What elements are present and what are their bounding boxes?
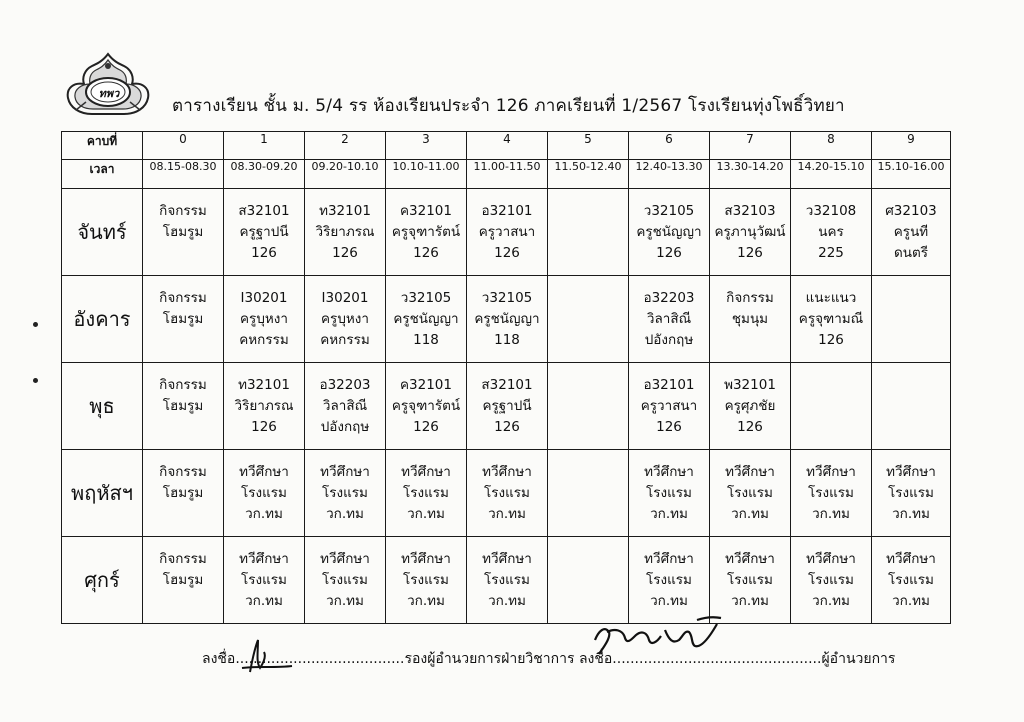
cell-line: ครูชนัญญา (474, 311, 540, 327)
cell-content (710, 189, 790, 264)
cell-content (467, 189, 547, 264)
cell-line: แนะแนว (805, 290, 857, 306)
schedule-cell (224, 276, 305, 363)
period-number: 1 (224, 132, 305, 160)
cell-content (386, 276, 466, 351)
cell-line: กิจกรรม (159, 464, 207, 480)
cell-content (791, 276, 871, 351)
cell-line: โรงแรม (888, 572, 934, 588)
punch-hole-dot (33, 322, 38, 327)
cell-line: ว32108 (805, 203, 857, 219)
schedule-cell (305, 189, 386, 276)
time-row (62, 160, 951, 189)
day-name: จันทร์ (62, 189, 143, 276)
schedule-cell (143, 537, 224, 624)
schedule-cell (467, 450, 548, 537)
time-slot: 14.20-15.10 (791, 160, 872, 189)
cell-content (548, 189, 628, 201)
time-slot: 08.30-09.20 (224, 160, 305, 189)
time-slot: 11.50-12.40 (548, 160, 629, 189)
cell-line: วิริยาภรณ (315, 224, 375, 240)
schedule-cell (224, 363, 305, 450)
schedule-cell (224, 189, 305, 276)
cell-line: กิจกรรม (159, 551, 207, 567)
cell-line: ท32101 (238, 377, 290, 393)
cell-content (305, 276, 385, 351)
schedule-cell (386, 537, 467, 624)
sign-label-2: ลงชื่อ (578, 651, 613, 667)
cell-line: โรงแรม (241, 485, 287, 501)
day-row (62, 450, 951, 537)
cell-line: ว32105 (481, 290, 533, 306)
cell-content (386, 450, 466, 525)
cell-content (872, 450, 950, 525)
schedule-cell (224, 537, 305, 624)
cell-line: 126 (332, 245, 358, 261)
cell-line: ทวีศึกษา (239, 464, 289, 480)
cell-line: ครูจุฑารัตน์ (391, 224, 461, 240)
cell-line: วก.ทม (407, 593, 445, 609)
cell-line: ครูจุฑารัตน์ (391, 398, 461, 414)
director-role: ผู้อำนวยการ (821, 651, 896, 667)
cell-content (467, 450, 547, 525)
schedule-cell (710, 189, 791, 276)
cell-line: ท32101 (319, 203, 371, 219)
schedule-cell (629, 450, 710, 537)
schedule-cell (710, 276, 791, 363)
cell-content (224, 363, 304, 438)
cell-content (872, 276, 950, 288)
cell-content (710, 537, 790, 612)
cell-content (791, 363, 871, 375)
cell-line: ทวีศึกษา (644, 551, 694, 567)
cell-line: โรงแรม (727, 572, 773, 588)
time-label: เวลา (62, 160, 143, 189)
cell-line: โรงแรม (403, 485, 449, 501)
cell-line: วก.ทม (488, 593, 526, 609)
cell-line: ทวีศึกษา (401, 551, 451, 567)
cell-line: โฮมรูม (162, 572, 204, 588)
cell-line: กิจกรรม (726, 290, 774, 306)
cell-line: โฮมรูม (162, 398, 204, 414)
cell-line: อ32101 (481, 203, 533, 219)
schedule-cell (305, 363, 386, 450)
cell-content (224, 189, 304, 264)
schedule-cell (143, 189, 224, 276)
cell-content (224, 450, 304, 525)
cell-line: ทวีศึกษา (482, 551, 532, 567)
page-title: ตารางเรียน ชั้น ม. 5/4 รร ห้องเรียนประจำ 126 ภาคเรียนที่ 1/2567 โรงเรียนทุ่งโพธิ์วิทยา (172, 96, 845, 116)
day-name: พฤหัสฯ (62, 450, 143, 537)
cell-line: วก.ทม (812, 593, 850, 609)
cell-line: วก.ทม (245, 506, 283, 522)
schedule-cell (467, 189, 548, 276)
cell-line: อ32203 (319, 377, 371, 393)
cell-content (143, 537, 223, 591)
schedule-cell (629, 189, 710, 276)
cell-line: ทวีศึกษา (886, 551, 936, 567)
schedule-cell (872, 450, 951, 537)
cell-content (467, 276, 547, 351)
time-slot: 10.10-11.00 (386, 160, 467, 189)
cell-line: วก.ทม (488, 506, 526, 522)
time-slot: 15.10-16.00 (872, 160, 951, 189)
cell-line: วก.ทม (731, 593, 769, 609)
period-number: 8 (791, 132, 872, 160)
cell-content (305, 537, 385, 612)
schedule-cell (872, 189, 951, 276)
cell-line: โรงแรม (322, 485, 368, 501)
cell-line: ครูนที (893, 224, 929, 240)
cell-line: ว32105 (400, 290, 452, 306)
cell-line: วก.ทม (892, 593, 930, 609)
day-name: อังคาร (62, 276, 143, 363)
schedule-cell (791, 450, 872, 537)
schedule-cell (872, 363, 951, 450)
cell-line: ครูศุภชัย (724, 398, 776, 414)
period-number: 2 (305, 132, 386, 160)
cell-line: ทวีศึกษา (239, 551, 289, 567)
schedule-cell (791, 189, 872, 276)
signature-line (202, 648, 895, 670)
cell-line: กิจกรรม (159, 377, 207, 393)
day-name: ศุกร์ (62, 537, 143, 624)
cell-content (224, 276, 304, 351)
day-name: พุธ (62, 363, 143, 450)
cell-line: โรงแรม (808, 572, 854, 588)
schedule-cell (548, 189, 629, 276)
cell-content (548, 537, 628, 549)
schedule-cell (143, 363, 224, 450)
cell-line: วก.ทม (892, 506, 930, 522)
schedule-cell (629, 276, 710, 363)
cell-content (305, 363, 385, 438)
cell-content (467, 537, 547, 612)
cell-line: ทวีศึกษา (725, 551, 775, 567)
cell-line: วก.ทม (650, 593, 688, 609)
cell-line: ทวีศึกษา (886, 464, 936, 480)
cell-content (710, 450, 790, 525)
cell-line: วก.ทม (326, 593, 364, 609)
handwritten-signature-2 (585, 610, 735, 665)
cell-line: กิจกรรม (159, 203, 207, 219)
cell-content (143, 276, 223, 330)
cell-content (629, 189, 709, 264)
cell-line: โฮมรูม (162, 311, 204, 327)
schedule-cell (143, 276, 224, 363)
cell-line: วก.ทม (812, 506, 850, 522)
cell-content (143, 363, 223, 417)
cell-content (710, 276, 790, 330)
cell-line: ทวีศึกษา (482, 464, 532, 480)
schedule-cell (791, 537, 872, 624)
schedule-cell (710, 363, 791, 450)
time-slot: 12.40-13.30 (629, 160, 710, 189)
cell-content (224, 537, 304, 612)
cell-content (872, 363, 950, 375)
cell-line: วิริยาภรณ (234, 398, 294, 414)
period-number: 7 (710, 132, 791, 160)
cell-line: 126 (494, 419, 520, 435)
schedule-cell (710, 450, 791, 537)
period-number: 4 (467, 132, 548, 160)
cell-line: ครูวาสนา (478, 224, 536, 240)
day-row (62, 537, 951, 624)
schedule-cell (305, 537, 386, 624)
period-number: 0 (143, 132, 224, 160)
cell-line: ทวีศึกษา (320, 464, 370, 480)
cell-line: 225 (818, 245, 844, 261)
cell-line: โรงแรม (808, 485, 854, 501)
time-slot: 11.00-11.50 (467, 160, 548, 189)
cell-line: โรงแรม (484, 485, 530, 501)
cell-line: โรงแรม (241, 572, 287, 588)
timetable (61, 131, 951, 624)
cell-content (791, 189, 871, 264)
schedule-cell (143, 450, 224, 537)
cell-line: วก.ทม (650, 506, 688, 522)
cell-line: โรงแรม (646, 572, 692, 588)
cell-content (143, 189, 223, 243)
period-number: 3 (386, 132, 467, 160)
cell-line: วิลาสิณี (322, 398, 368, 414)
day-row (62, 363, 951, 450)
cell-line: ทวีศึกษา (320, 551, 370, 567)
cell-line: 118 (494, 332, 520, 348)
cell-line: โรงแรม (727, 485, 773, 501)
cell-line: 126 (656, 245, 682, 261)
cell-line: ครูบุหงา (321, 311, 369, 327)
period-number: 5 (548, 132, 629, 160)
cell-line: อ32203 (643, 290, 695, 306)
period-label: คาบที่ (62, 132, 143, 160)
cell-line: คหกรรม (320, 332, 370, 348)
cell-line: 126 (737, 419, 763, 435)
cell-content (791, 450, 871, 525)
cell-line: โรงแรม (322, 572, 368, 588)
time-slot: 09.20-10.10 (305, 160, 386, 189)
cell-line: ส32101 (481, 377, 533, 393)
cell-line: นคร (818, 224, 844, 240)
schedule-cell (548, 450, 629, 537)
cell-line: ครูชนัญญา (636, 224, 702, 240)
cell-content (467, 363, 547, 438)
cell-line: ค32101 (400, 377, 452, 393)
deputy-director-role: รองผู้อำนวยการฝ่ายวิชาการ (404, 651, 575, 667)
cell-line: ครูฐาปนี (482, 398, 532, 414)
schedule-cell (305, 276, 386, 363)
cell-line: 126 (413, 419, 439, 435)
cell-content (386, 537, 466, 612)
cell-content (386, 189, 466, 264)
cell-content (548, 276, 628, 288)
cell-content (629, 537, 709, 612)
schedule-cell (629, 363, 710, 450)
sign-dots-1: ...................................... (235, 651, 405, 667)
handwritten-signature-1 (236, 632, 296, 677)
cell-line: ดนตรี (893, 245, 928, 261)
cell-content (629, 363, 709, 438)
cell-line: 126 (656, 419, 682, 435)
period-number: 9 (872, 132, 951, 160)
cell-line: ครูภานุวัฒน์ (714, 224, 786, 240)
schedule-cell (386, 276, 467, 363)
cell-line: 126 (737, 245, 763, 261)
cell-content (305, 189, 385, 264)
schedule-cell (467, 363, 548, 450)
cell-content (872, 537, 950, 612)
schedule-cell (467, 537, 548, 624)
cell-content (548, 450, 628, 462)
schedule-cell (791, 276, 872, 363)
schedule-cell (224, 450, 305, 537)
cell-line: โรงแรม (403, 572, 449, 588)
sign-dots-2: ............................................... (612, 651, 822, 667)
cell-line: ว32105 (643, 203, 695, 219)
schedule-cell (791, 363, 872, 450)
cell-line: ปอังกฤษ (644, 332, 694, 348)
cell-line: โฮมรูม (162, 485, 204, 501)
cell-line: I30201 (240, 290, 288, 306)
cell-line: อ32101 (643, 377, 695, 393)
cell-content (143, 450, 223, 504)
cell-line: พ32101 (724, 377, 776, 393)
time-slot: 08.15-08.30 (143, 160, 224, 189)
schedule-cell (386, 363, 467, 450)
cell-line: โฮมรูม (162, 224, 204, 240)
cell-line: วก.ทม (245, 593, 283, 609)
cell-line: คหกรรม (239, 332, 289, 348)
cell-line: กิจกรรม (159, 290, 207, 306)
cell-content (548, 363, 628, 375)
punch-hole-dot (33, 378, 38, 383)
cell-line: ครูจุฑามณี (798, 311, 864, 327)
cell-line: โรงแรม (484, 572, 530, 588)
cell-line: ค32101 (400, 203, 452, 219)
cell-content (386, 363, 466, 438)
cell-line: โรงแรม (646, 485, 692, 501)
cell-line: วก.ทม (407, 506, 445, 522)
schedule-cell (872, 537, 951, 624)
cell-line: 126 (494, 245, 520, 261)
cell-line: ศ32103 (885, 203, 937, 219)
cell-line: ครูชนัญญา (393, 311, 459, 327)
cell-content (629, 450, 709, 525)
cell-line: ทวีศึกษา (806, 551, 856, 567)
schedule-cell (386, 450, 467, 537)
cell-line: 126 (413, 245, 439, 261)
schedule-cell (872, 276, 951, 363)
cell-content (629, 276, 709, 351)
cell-line: ส32103 (724, 203, 776, 219)
cell-line: วิลาสิณี (646, 311, 692, 327)
cell-line: ครูวาสนา (640, 398, 698, 414)
cell-line: ครูบุหงา (240, 311, 288, 327)
cell-line: ปอังกฤษ (320, 419, 370, 435)
cell-line: วก.ทม (731, 506, 769, 522)
cell-line: 126 (251, 245, 277, 261)
period-number: 6 (629, 132, 710, 160)
cell-line: ทวีศึกษา (806, 464, 856, 480)
day-row (62, 189, 951, 276)
cell-line: ส32101 (238, 203, 290, 219)
day-row (62, 276, 951, 363)
schedule-cell (548, 363, 629, 450)
sign-label-1: ลงชื่อ (202, 651, 236, 667)
cell-line: I30201 (321, 290, 369, 306)
cell-line: 126 (251, 419, 277, 435)
cell-line: ทวีศึกษา (725, 464, 775, 480)
time-slot: 13.30-14.20 (710, 160, 791, 189)
cell-line: ทวีศึกษา (401, 464, 451, 480)
cell-line: ชุมนุม (731, 311, 769, 327)
cell-line: ครูฐาปนี (239, 224, 289, 240)
cell-line: โรงแรม (888, 485, 934, 501)
cell-content (710, 363, 790, 438)
schedule-cell (305, 450, 386, 537)
cell-line: 126 (818, 332, 844, 348)
logo-text: ทพว (98, 87, 120, 100)
period-header-row (62, 132, 951, 160)
schedule-cell (467, 276, 548, 363)
schedule-cell (386, 189, 467, 276)
cell-line: 118 (413, 332, 439, 348)
cell-content (791, 537, 871, 612)
cell-content (872, 189, 950, 264)
schedule-cell (548, 276, 629, 363)
cell-line: วก.ทม (326, 506, 364, 522)
cell-line: ทวีศึกษา (644, 464, 694, 480)
cell-content (305, 450, 385, 525)
